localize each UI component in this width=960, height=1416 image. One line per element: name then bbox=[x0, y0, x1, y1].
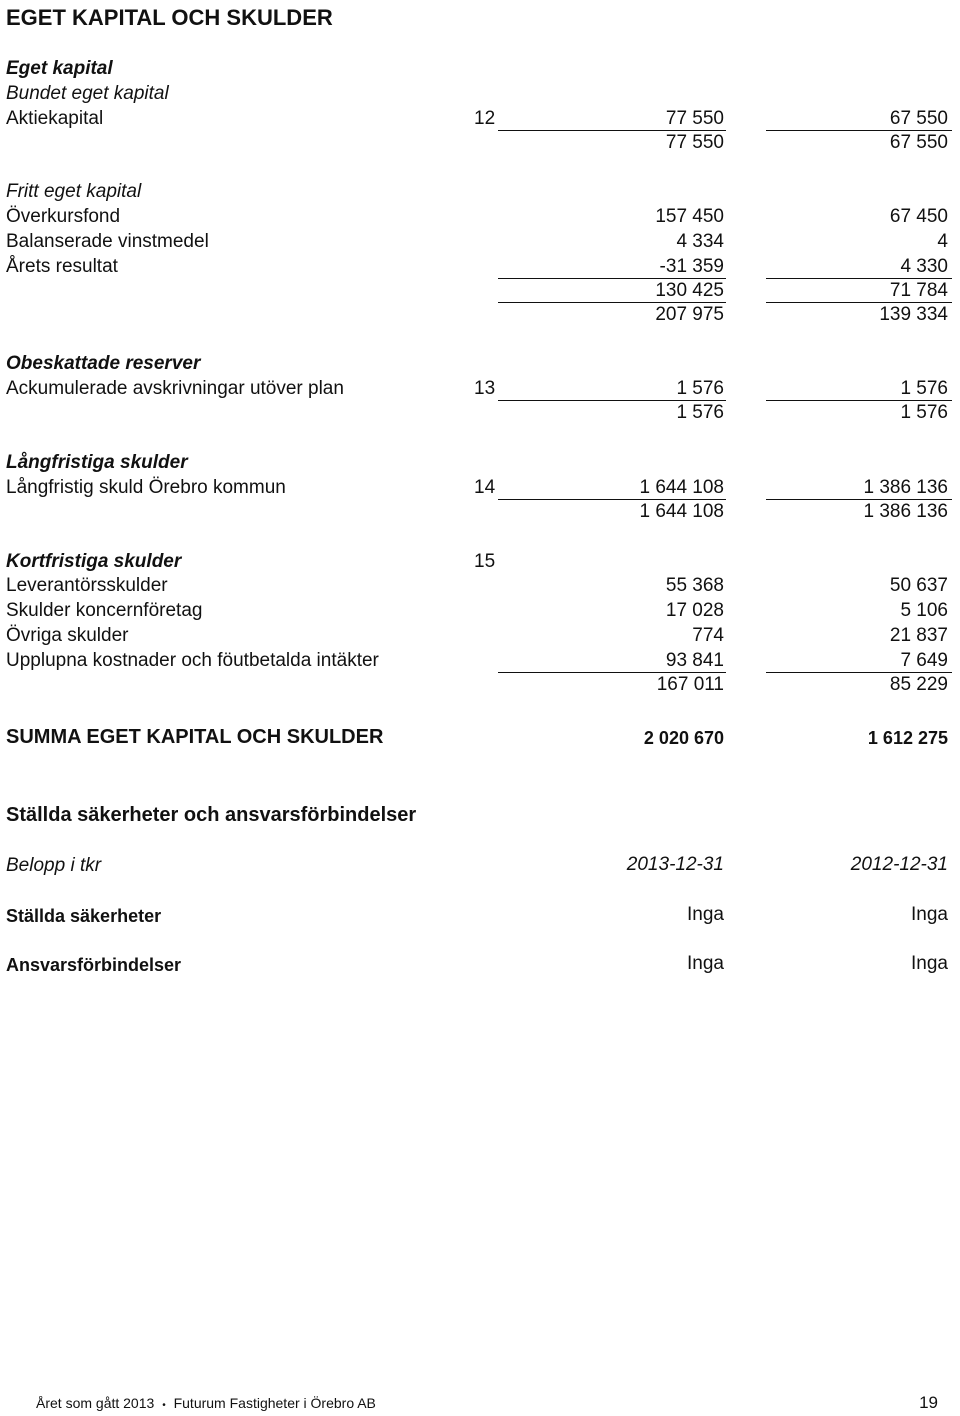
subsection-heading: Fritt eget kapital bbox=[6, 181, 142, 202]
total-2013: 167 011 bbox=[656, 674, 724, 695]
row-label: Upplupna kostnader och föutbetalda intäkter bbox=[6, 650, 379, 671]
value-2012: Inga bbox=[911, 904, 948, 925]
total-2013: 1 644 108 bbox=[639, 501, 724, 522]
section-heading: Obeskattade reserver bbox=[6, 353, 201, 374]
total-2012: 1 576 bbox=[900, 402, 948, 423]
column-date-2012: 2012-12-31 bbox=[850, 854, 948, 875]
total-2012: 67 550 bbox=[889, 132, 948, 153]
underline bbox=[498, 130, 726, 131]
value-2013: 93 841 bbox=[665, 650, 724, 671]
value-2013: Inga bbox=[687, 904, 724, 925]
section-heading: Eget kapital bbox=[6, 58, 113, 79]
footer-separator: • bbox=[162, 1400, 166, 1411]
underline bbox=[498, 302, 726, 303]
value-2012: 21 837 bbox=[889, 625, 948, 646]
underline bbox=[498, 672, 726, 673]
value-2012: 4 bbox=[937, 231, 948, 252]
note-number: 13 bbox=[474, 378, 496, 399]
note-number: 12 bbox=[474, 108, 496, 129]
unit-label: Belopp i tkr bbox=[6, 855, 102, 876]
total-2013: 77 550 bbox=[665, 132, 724, 153]
value-2012: 1 576 bbox=[900, 378, 948, 399]
subtotal-2013: 130 425 bbox=[655, 280, 724, 301]
value-2012: 7 649 bbox=[900, 650, 948, 671]
value-2013: -31 359 bbox=[659, 256, 724, 277]
value-2012: 5 106 bbox=[900, 600, 948, 621]
row-label: Aktiekapital bbox=[6, 108, 104, 129]
total-2012: 139 334 bbox=[879, 304, 948, 325]
note-number: 14 bbox=[474, 477, 496, 498]
subtotal-2012: 71 784 bbox=[889, 280, 948, 301]
row-label: Ansvarsförbindelser bbox=[6, 955, 182, 975]
value-2012: 4 330 bbox=[900, 256, 948, 277]
footer-company-name: Futurum Fastigheter i Örebro AB bbox=[173, 1395, 376, 1411]
value-2013: 157 450 bbox=[655, 206, 724, 227]
underline bbox=[766, 672, 952, 673]
value-2013: 17 028 bbox=[665, 600, 724, 621]
row-label: Ackumulerade avskrivningar utöver plan bbox=[6, 378, 344, 399]
note-number: 15 bbox=[474, 551, 496, 572]
section-heading: Kortfristiga skulder bbox=[6, 551, 182, 572]
total-2013: 1 576 bbox=[676, 402, 724, 423]
total-2012: 85 229 bbox=[889, 674, 948, 695]
value-2012: 67 450 bbox=[889, 206, 948, 227]
row-label: Leverantörsskulder bbox=[6, 575, 168, 596]
underline bbox=[766, 499, 952, 500]
page-title: EGET KAPITAL OCH SKULDER bbox=[6, 5, 333, 30]
row-label: Balanserade vinstmedel bbox=[6, 231, 209, 252]
column-date-2013: 2013-12-31 bbox=[626, 854, 724, 875]
pledged-section-title: Ställda säkerheter och ansvarsförbindelser bbox=[6, 804, 417, 826]
value-2012: 50 637 bbox=[889, 575, 948, 596]
row-label: Årets resultat bbox=[6, 256, 118, 277]
underline bbox=[766, 278, 952, 279]
grand-total-label: SUMMA EGET KAPITAL OCH SKULDER bbox=[6, 726, 384, 748]
underline bbox=[498, 499, 726, 500]
value-2012: 67 550 bbox=[889, 108, 948, 129]
value-2012: Inga bbox=[911, 953, 948, 974]
row-label: Övriga skulder bbox=[6, 625, 129, 646]
value-2013: 1 644 108 bbox=[639, 477, 724, 498]
value-2013: 4 334 bbox=[676, 231, 724, 252]
grand-total-2012: 1 612 275 bbox=[867, 728, 948, 748]
total-2013: 207 975 bbox=[655, 304, 724, 325]
value-2013: Inga bbox=[687, 953, 724, 974]
underline bbox=[498, 400, 726, 401]
value-2012: 1 386 136 bbox=[863, 477, 948, 498]
underline bbox=[766, 130, 952, 131]
value-2013: 1 576 bbox=[676, 378, 724, 399]
subsection-heading: Bundet eget kapital bbox=[6, 83, 169, 104]
value-2013: 77 550 bbox=[665, 108, 724, 129]
grand-total-2013: 2 020 670 bbox=[643, 728, 724, 748]
footer bbox=[36, 1393, 376, 1416]
value-2013: 774 bbox=[692, 625, 724, 646]
underline bbox=[498, 278, 726, 279]
underline bbox=[766, 400, 952, 401]
row-label: Ställda säkerheter bbox=[6, 906, 162, 926]
section-heading: Långfristiga skulder bbox=[6, 452, 188, 473]
row-label: Skulder koncernföretag bbox=[6, 600, 203, 621]
footer-report-name: Året som gått 2013 bbox=[36, 1395, 155, 1411]
underline bbox=[766, 302, 952, 303]
row-label: Långfristig skuld Örebro kommun bbox=[6, 477, 286, 498]
row-label: Överkursfond bbox=[6, 206, 121, 227]
total-2012: 1 386 136 bbox=[863, 501, 948, 522]
value-2013: 55 368 bbox=[665, 575, 724, 596]
page-number: 19 bbox=[919, 1393, 938, 1412]
